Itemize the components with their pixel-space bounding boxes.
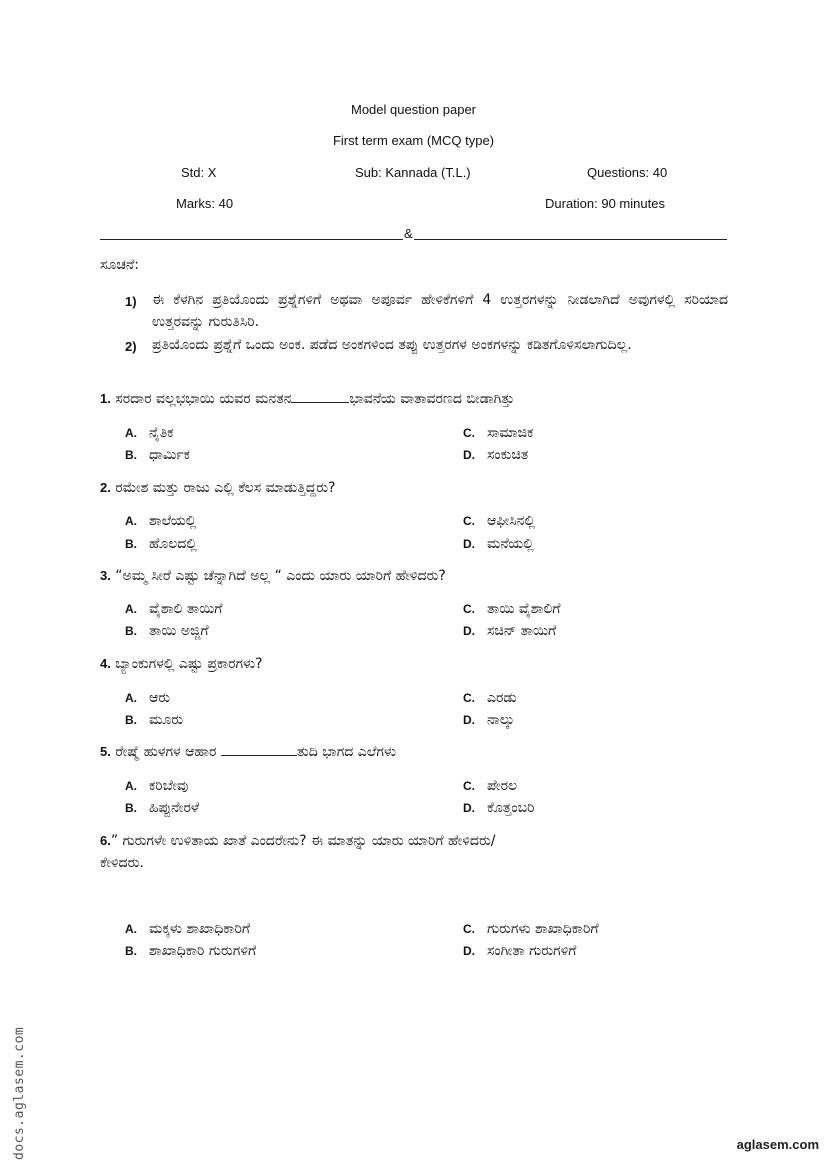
question-number: 3. — [100, 568, 111, 583]
instruction-text: ಈ ಕೆಳಗಿನ ಪ್ರತಿಯೊಂದು ಪ್ರಶ್ನೆಗಳಿಗೆ ಅಥವಾ ಅಪೂರ್ವ ಹೇಳಿಕೆಗಳಿಗೆ 4 ಉತ್ತರಗಳನ್ನು ನೀಡಲಾಗಿದೆ ಅವುಗಳಲ್ಲಿ ಸರಿಯಾದ ಉತ್ತರವನ್ನು ಗುರುತಿಸಿರಿ. — [152, 292, 728, 330]
instruction-number: 2) — [125, 339, 137, 354]
questions-count: Questions: 40 — [587, 165, 668, 180]
subject-label: Sub: Kannada (T.L.) — [355, 165, 471, 180]
question-4 — [100, 656, 263, 672]
option-d[interactable]: D. ಸಚಿನ್ ತಾಯಿಗೆ — [463, 623, 557, 639]
option-a[interactable]: A. ಆರು — [125, 690, 171, 706]
option-c[interactable]: C. ಸಾಮಾಜಿಕ — [463, 425, 534, 441]
question-5 — [100, 744, 396, 760]
question-3 — [100, 568, 446, 584]
option-d[interactable]: D. ನಾಲ್ಕು — [463, 712, 515, 728]
option-a[interactable]: A. ಮಕ್ಕಳು ಶಾಖಾಧಿಕಾರಿಗೆ — [125, 921, 251, 937]
option-c[interactable]: C. ಆಫೀಸಿನಲ್ಲಿ — [463, 513, 536, 529]
option-d[interactable]: D. ಕೊತ್ತಂಬರಿ — [463, 800, 535, 816]
paper-title: Model question paper — [350, 102, 477, 117]
question-number: 4. — [100, 656, 111, 671]
header-divider-right — [414, 239, 727, 240]
option-b[interactable]: B. ಧಾರ್ಮಿಕ — [125, 447, 190, 463]
option-d[interactable]: D. ಸಂಕುಚಿತ — [463, 447, 529, 463]
option-a[interactable]: A. ನೈತಿಕ — [125, 425, 174, 441]
instructions-heading: ಸೂಚನೆ: — [100, 257, 139, 273]
answer-blank — [291, 392, 349, 403]
question-text: ರೇಷ್ಮೆ ಹುಳಗಳ ಆಹಾರ — [115, 744, 221, 760]
std-label: Std: X — [181, 165, 217, 180]
option-b[interactable]: B. ತಾಯಿ ಅಜ್ಜಿಗೆ — [125, 623, 209, 639]
header-divider-symbol: & — [404, 226, 413, 241]
option-d[interactable]: D. ಸಂಗೀತಾ ಗುರುಗಳಿಗೆ — [463, 943, 577, 959]
option-b[interactable]: B. ಮೂರು — [125, 712, 184, 728]
question-text-cont: ತುದಿ ಭಾಗದ ಎಲೆಗಳು — [296, 744, 397, 760]
instruction-text: ಪ್ರತಿಯೊಂದು ಪ್ರಶ್ನೆಗೆ ಒಂದು ಅಂಕ. ಪಡೆದ ಅಂಕಗಳಿಂದ ತಪ್ಪು ಉತ್ತರಗಳ ಅಂಕಗಳನ್ನು ಕಡಿತಗೊಳಿಸಲಾಗುದಿಲ್ಲ. — [152, 337, 632, 353]
option-a[interactable]: A. ಶಾಲೆಯಲ್ಲಿ — [125, 513, 197, 529]
question-number: 2. — [100, 480, 111, 495]
question-1 — [100, 391, 514, 407]
question-number: 1. — [100, 391, 111, 406]
question-text: ಬ್ಯಾಂಕುಗಳಲ್ಲಿ ಎಷ್ಟು ಪ್ರಕಾರಗಳು? — [115, 656, 263, 672]
option-c[interactable]: C. ಎರಡು — [463, 690, 517, 706]
option-a[interactable]: A. ವೈಶಾಲಿ ತಾಯಿಗೆ — [125, 601, 223, 617]
question-6-cont: ಕೇಳಿದರು. — [100, 855, 144, 871]
side-watermark: docs.aglasem.com — [12, 1026, 27, 1160]
question-text: ” ಗುರುಗಳೇ ಉಳಿತಾಯ ಖಾತೆ ಎಂದರೇನು? ಈ ಮಾತನ್ನು ಯಾರು ಯಾರಿಗೆ ಹೇಳಿದರು/ — [110, 833, 496, 849]
option-c[interactable]: C. ತಾಯಿ ವೈಶಾಲಿಗೆ — [463, 601, 561, 617]
option-c[interactable]: C. ಗುರುಗಳು ಶಾಖಾಧಿಕಾರಿಗೆ — [463, 921, 599, 937]
option-b[interactable]: B. ಹಿಪ್ಪುನೇರಳೆ — [125, 800, 200, 816]
duration-label: Duration: 90 minutes — [545, 196, 665, 211]
option-a[interactable]: A. ಕರಿಬೇವು — [125, 778, 189, 794]
option-d[interactable]: D. ಮನೆಯಲ್ಲಿ — [463, 536, 534, 552]
answer-blank — [221, 745, 297, 756]
header-divider-left — [100, 239, 403, 240]
question-number: 6. — [100, 833, 111, 848]
question-number: 5. — [100, 744, 111, 759]
instruction-number: 1) — [125, 294, 137, 309]
marks-label: Marks: 40 — [176, 196, 234, 211]
question-text-cont: ಭಾವನೆಯ ವಾತಾವರಣದ ಬೀಡಾಗಿತ್ತು — [349, 391, 515, 407]
paper-subtitle: First term exam (MCQ type) — [332, 133, 495, 148]
question-text: ಸರದಾರ ವಲ್ಲಭಭಾಯಿ ಯವರ ಮನತನ — [115, 391, 292, 407]
question-6 — [100, 833, 496, 849]
question-text: “ಅಮ್ಮ ಸೀರೆ ಎಷ್ಟು ಚೆನ್ನಾಗಿದೆ ಅಲ್ಲ “ ಎಂದು ಯಾರು ಯಾರಿಗೆ ಹೇಳಿದರು? — [115, 568, 446, 584]
question-text: ರಮೇಶ ಮತ್ತು ರಾಜು ಎಲ್ಲಿ ಕೆಲಸ ಮಾಡುತ್ತಿದ್ದರು? — [115, 480, 336, 496]
option-b[interactable]: B. ಶಾಖಾಧಿಕಾರಿ ಗುರುಗಳಿಗೆ — [125, 943, 257, 959]
option-c[interactable]: C. ಪೇರಲ — [463, 778, 518, 794]
option-b[interactable]: B. ಹೊಲದಲ್ಲಿ — [125, 536, 197, 552]
footer-brand: aglasem.com — [736, 1137, 819, 1152]
question-2 — [100, 480, 335, 496]
